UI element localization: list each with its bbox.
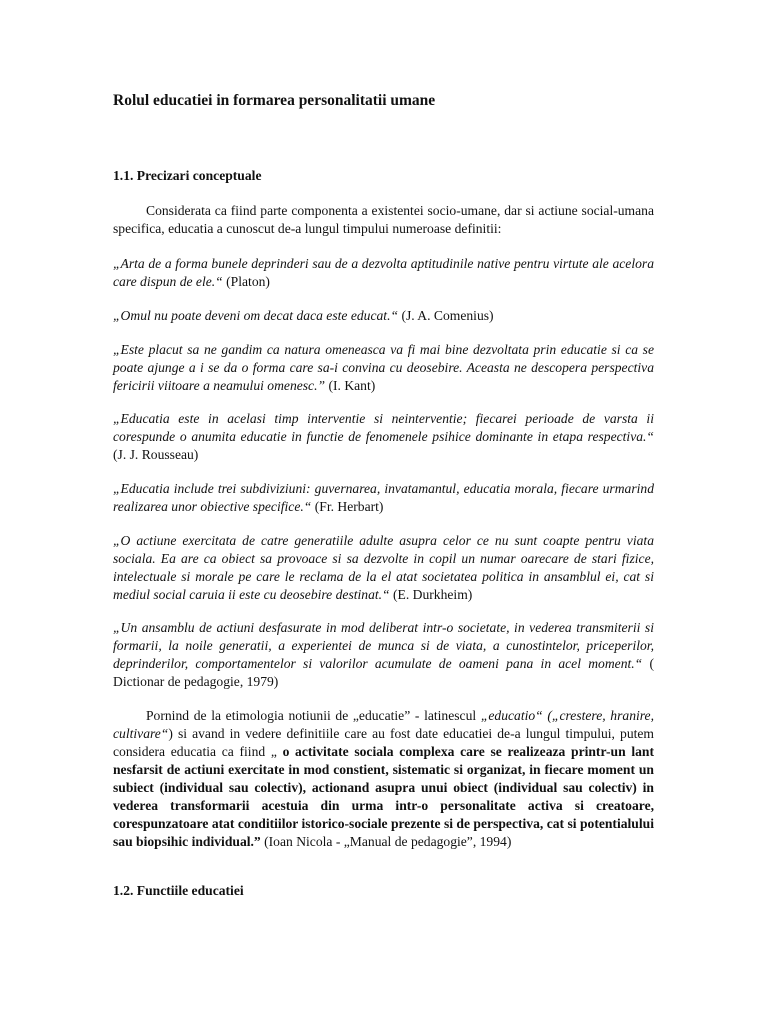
section-heading-functiile: 1.2. Functiile educatiei xyxy=(113,883,244,898)
quote-dictionar xyxy=(113,619,654,691)
quote-text: „Este placut sa ne gandim ca natura omeneasca va fi mai bine dezvoltata prin educatie si ca se poate ajunge a i se da o forma care sa-i convina cu deosebire. Aceasta ne descopera perspectiva fericirii viitoare a neamului omenesc.” xyxy=(113,342,654,393)
quote-platon xyxy=(113,255,654,291)
latin-term: „educatio“ („crestere, hranire, cultivare“ xyxy=(113,708,654,741)
quote-durkheim xyxy=(113,532,654,604)
definition-lead: Pornind de la etimologia notiunii de „educatie” - latinescul xyxy=(146,708,481,723)
quote-text: „Arta de a forma bunele deprinderi sau de a dezvolta aptitudinile native pentru virtute ale acelora care dispun de ele.“ xyxy=(113,256,654,289)
education-definition: o activitate sociala complexa care se realizeaza printr-un lant nesfarsit de actiuni exercitate in mod constient, sistematic si organizat, in fiecare moment un subiect (individual sau colectiv), actionand asupra unui obiect (individual sau colectiv) in vederea transformarii acestuia din urma intr-o personalitate activa si creatoare, corespunzatoare atat conditiilor istorico-sociale prezente si de perspectiva, cat si potentialului sau biopsihic individual.” xyxy=(113,744,654,849)
quote-text: „O actiune exercitata de catre generatiile adulte asupra celor ce nu sunt coapte pentru viata sociala. Ea are ca obiect sa provoace si sa dezvolte in copil un numar oarecare de stari fizice, intelectuale si morale pe care le reclama de la el atat societatea politica in ansamblul ei, cat si mediul social caruia ii este cu deosebire destinat.“ xyxy=(113,533,654,602)
quote-text: „Educatia este in acelasi timp interventie si neinterventie; fiecarei perioade de varsta ii corespunde o anumita educatie in functie de fenomenele psihice dominante in etapa respectiva.“ xyxy=(113,411,654,444)
quote-kant xyxy=(113,341,654,395)
quote-author: (Fr. Herbart) xyxy=(314,499,384,514)
quote-comenius xyxy=(113,307,654,325)
quote-author: (I. Kant) xyxy=(328,378,376,393)
quote-author: (J. A. Comenius) xyxy=(401,308,494,323)
quote-author: ( Dictionar de pedagogie, 1979) xyxy=(113,656,655,689)
quote-author: (E. Durkheim) xyxy=(393,587,473,602)
quote-text: „Omul nu poate deveni om decat daca este educat.“ xyxy=(113,308,399,323)
quote-text: „Educatia include trei subdiviziuni: guvernarea, invatamantul, educatia morala, fiecare urmarind realizarea unor obiective specifice.“ xyxy=(113,481,654,514)
definition-source: (Ioan Nicola - „Manual de pedagogie”, 1994) xyxy=(260,834,512,849)
section-heading-precizari: 1.1. Precizari conceptuale xyxy=(113,168,262,183)
definition-paragraph xyxy=(113,707,654,851)
quote-author: (Platon) xyxy=(226,274,270,289)
document-title: Rolul educatiei in formarea personalitatii umane xyxy=(113,92,436,109)
quote-herbart xyxy=(113,480,654,516)
quote-author: (J. J. Rousseau) xyxy=(113,447,199,462)
quote-text: „Un ansamblu de actiuni desfasurate in mod deliberat intr-o societate, in vederea transmiterii si formarii, la noile generatii, a experientei de munca si de viata, a cunostintelor, priceperilor, deprinderilor, comportamentelor si valorilor acumulate de oameni pana in acel moment.“ xyxy=(113,620,654,671)
quote-rousseau xyxy=(113,410,654,464)
intro-paragraph: Considerata ca fiind parte componenta a existentei socio-umane, dar si actiune social-umana specifica, educatia a cunoscut de-a lungul timpului numeroase definitii: xyxy=(113,203,654,236)
definition-middle: ) si avand in vedere definitiile care au fost date educatiei de-a lungul timpului, putem considera educatia ca fiind „ xyxy=(113,726,654,759)
